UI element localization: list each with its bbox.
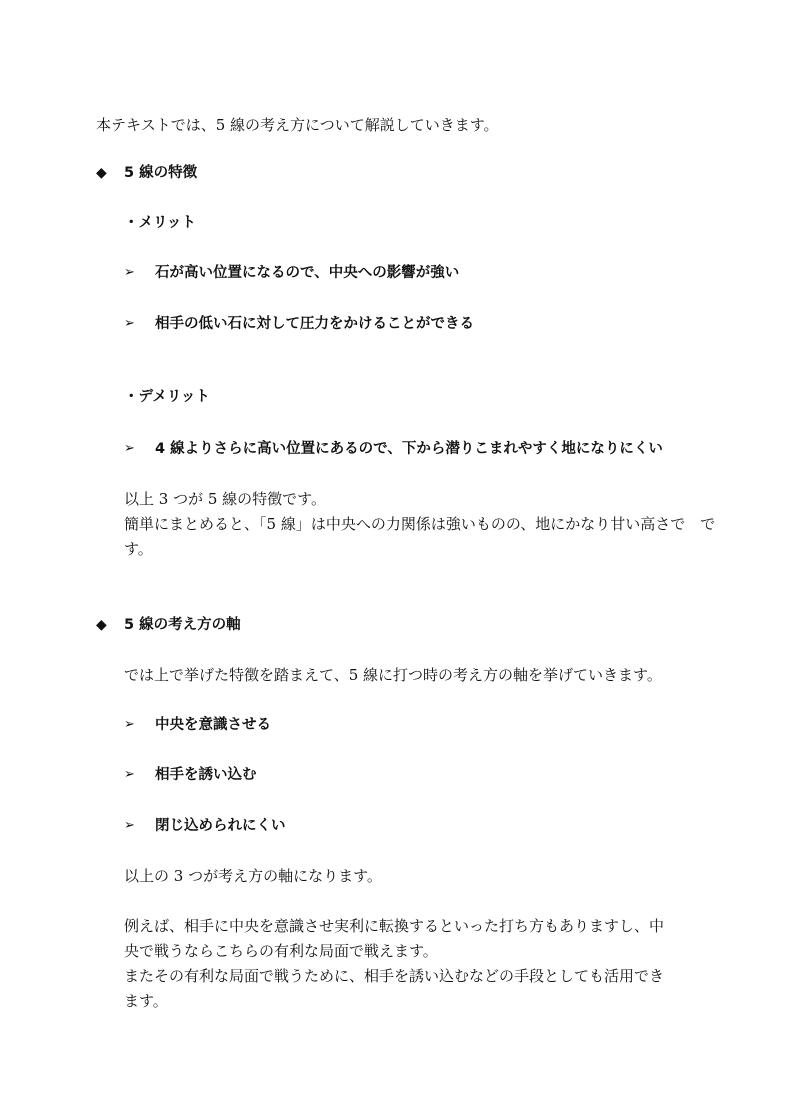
closing-line: またその有利な局面で戦うために、相手を誘い込むなどの手段としても活用でき	[124, 967, 665, 985]
arrow-bullet-icon: ➢	[124, 717, 135, 732]
arrow-bullet-icon: ➢	[124, 316, 135, 331]
merit-item: 相手の低い石に対して圧力をかけることができる	[155, 316, 474, 332]
demerit-label: ・デメリット	[124, 389, 210, 405]
axis-item: 閉じ込められにくい	[155, 818, 286, 834]
arrow-bullet-icon: ➢	[124, 767, 135, 782]
merit-label: ・メリット	[124, 215, 196, 231]
closing-line: 央で戦うならこちらの有利な局面で戦えます。	[124, 942, 438, 960]
axis-item: 中央を意識させる	[155, 717, 271, 733]
arrow-bullet-icon: ➢	[124, 265, 135, 280]
intro-text: 本テキストでは、5 線の考え方について解説していきます。	[96, 116, 499, 134]
summary-line: 簡単にまとめると、「5 線」は中央への力関係は強いものの、地にかなり甘い高さで で	[124, 515, 716, 533]
arrow-bullet-icon: ➢	[124, 441, 135, 456]
section-heading-features: 5 線の特徴	[124, 165, 198, 181]
axis-item: 相手を誘い込む	[155, 767, 257, 783]
summary-line: 以上 3 つが 5 線の特徴です。	[124, 490, 326, 508]
closing-line: ます。	[124, 992, 168, 1010]
axes-lead-text: では上で挙げた特徴を踏まえて、5 線に打つ時の考え方の軸を挙げていきます。	[124, 666, 662, 684]
axes-summary-text: 以上の 3 つが考え方の軸になります。	[124, 867, 382, 885]
diamond-bullet-icon: ◆	[96, 617, 107, 633]
arrow-bullet-icon: ➢	[124, 818, 135, 833]
section-heading-axes: 5 線の考え方の軸	[124, 617, 241, 633]
merit-item: 石が高い位置になるので、中央への影響が強い	[155, 265, 460, 281]
summary-line: す。	[124, 540, 153, 558]
diamond-bullet-icon: ◆	[96, 165, 107, 181]
demerit-item: 4 線よりさらに高い位置にあるので、下から潜りこまれやすく地になりにくい	[155, 441, 663, 457]
closing-line: 例えば、相手に中央を意識させ実利に転換するといった打ち方もありますし、中	[124, 917, 665, 935]
